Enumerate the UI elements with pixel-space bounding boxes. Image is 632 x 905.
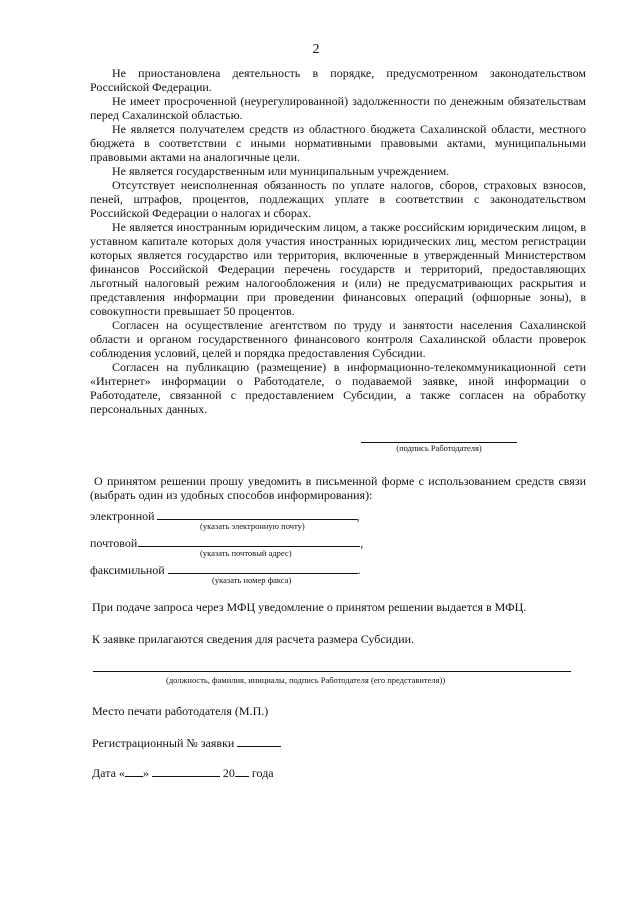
employer-signature-caption: (подпись Работодателя) bbox=[396, 443, 482, 453]
paragraph-consent-publication: Согласен на публикацию (размещение) в информационно-телекоммуникационной сети «Интернет» информации о Работодателе, о подаваемой заявке, иной информации о Работодателе, связанной с предоставлением Субсидии, а также согласен на обработку персональных данных. bbox=[90, 360, 586, 416]
paragraph-not-institution: Не является государственным или муниципальным учреждением. bbox=[112, 164, 450, 178]
postal-field[interactable] bbox=[138, 535, 360, 547]
representative-signature-line[interactable] bbox=[93, 671, 571, 672]
fax-field-caption: (указать номер факса) bbox=[212, 575, 292, 585]
fax-field[interactable] bbox=[168, 562, 358, 574]
registration-number-row bbox=[92, 735, 281, 750]
date-year-prefix: 20 bbox=[222, 766, 235, 780]
date-suffix: года bbox=[251, 766, 274, 780]
date-row: Дата « » 20 года bbox=[92, 766, 274, 780]
paragraph-no-tax-debt: Отсутствует неисполненная обязанность по уплате налогов, сборов, страховых взносов, пеней, штрафов, процентов, подлежащих уплате в соответствии с законодательством Российской Федерации о налогах и сборах. bbox=[90, 178, 586, 220]
paragraph-no-debt: Не имеет просроченной (неурегулированной) задолженности по денежным обязательствам перед Сахалинской областью. bbox=[90, 94, 586, 122]
postal-field-label: почтовой bbox=[90, 536, 138, 550]
page-number: 2 bbox=[312, 42, 320, 57]
email-field-caption: (указать электронную почту) bbox=[200, 521, 305, 531]
fax-field-row: факсимильной . bbox=[90, 563, 361, 577]
paragraph-not-foreign: Не является иностранным юридическим лицом, а также российским юридическим лицом, в уставном капитале которых доля участия иностранных юридических лиц, местом регистрации которых является государство или территория, включенные в утвержденный Министерством финансов Российской Федерации перечень государств и территорий, предоставляющих льготный налоговый режим налогообложения и (или) не предусматривающих раскрытия и представления информации при проведении финансовых операций (офшорные зоны), в совокупности превышает 50 процентов. bbox=[90, 220, 586, 318]
date-label: Дата « bbox=[92, 766, 125, 780]
postal-field-row: почтовой , bbox=[90, 536, 364, 550]
attachment-notice: К заявке прилагаются сведения для расчета размера Субсидии. bbox=[92, 632, 415, 646]
paragraph-not-suspended: Не приостановлена деятельность в порядке, предусмотренном законодательством Российской Федерации. bbox=[90, 66, 586, 94]
paragraph-consent-inspection: Согласен на осуществление агентством по труду и занятости населения Сахалинской области и органом государственного финансового контроля Сахалинской области проверок соблюдения условий, целей и порядка предоставления Субсидии. bbox=[90, 318, 586, 360]
conditions-body bbox=[90, 66, 586, 416]
date-year-field[interactable] bbox=[235, 765, 249, 777]
paragraph-not-recipient: Не является получателем средств из областного бюджета Сахалинской области, местного бюджета в соответствии с иными нормативными правовыми актами, муниципальными правовыми актами на аналогичные цели. bbox=[90, 122, 586, 164]
postal-field-caption: (указать почтовый адрес) bbox=[200, 548, 292, 558]
notification-request: О принятом решении прошу уведомить в письменной форме с использованием средств связи (выбрать один из удобных способов информирования): bbox=[90, 474, 586, 502]
fax-field-label: факсимильной bbox=[90, 563, 165, 577]
date-day-field[interactable] bbox=[125, 765, 143, 777]
email-field-row: электронной , bbox=[90, 509, 360, 523]
email-field[interactable] bbox=[157, 508, 357, 520]
email-field-label: электронной bbox=[90, 509, 155, 523]
date-month-field[interactable] bbox=[152, 765, 220, 777]
registration-number-label: Регистрационный № заявки bbox=[92, 736, 235, 750]
employer-signature-block bbox=[361, 442, 517, 454]
registration-number-field[interactable] bbox=[237, 735, 281, 747]
mfc-notice: При подаче запроса через МФЦ уведомление о принятом решении выдается в МФЦ. bbox=[92, 600, 527, 614]
representative-signature-caption: (должность, фамилия, инициалы, подпись Работодателя (его представителя)) bbox=[166, 675, 446, 685]
seal-place: Место печати работодателя (М.П.) bbox=[92, 704, 269, 718]
